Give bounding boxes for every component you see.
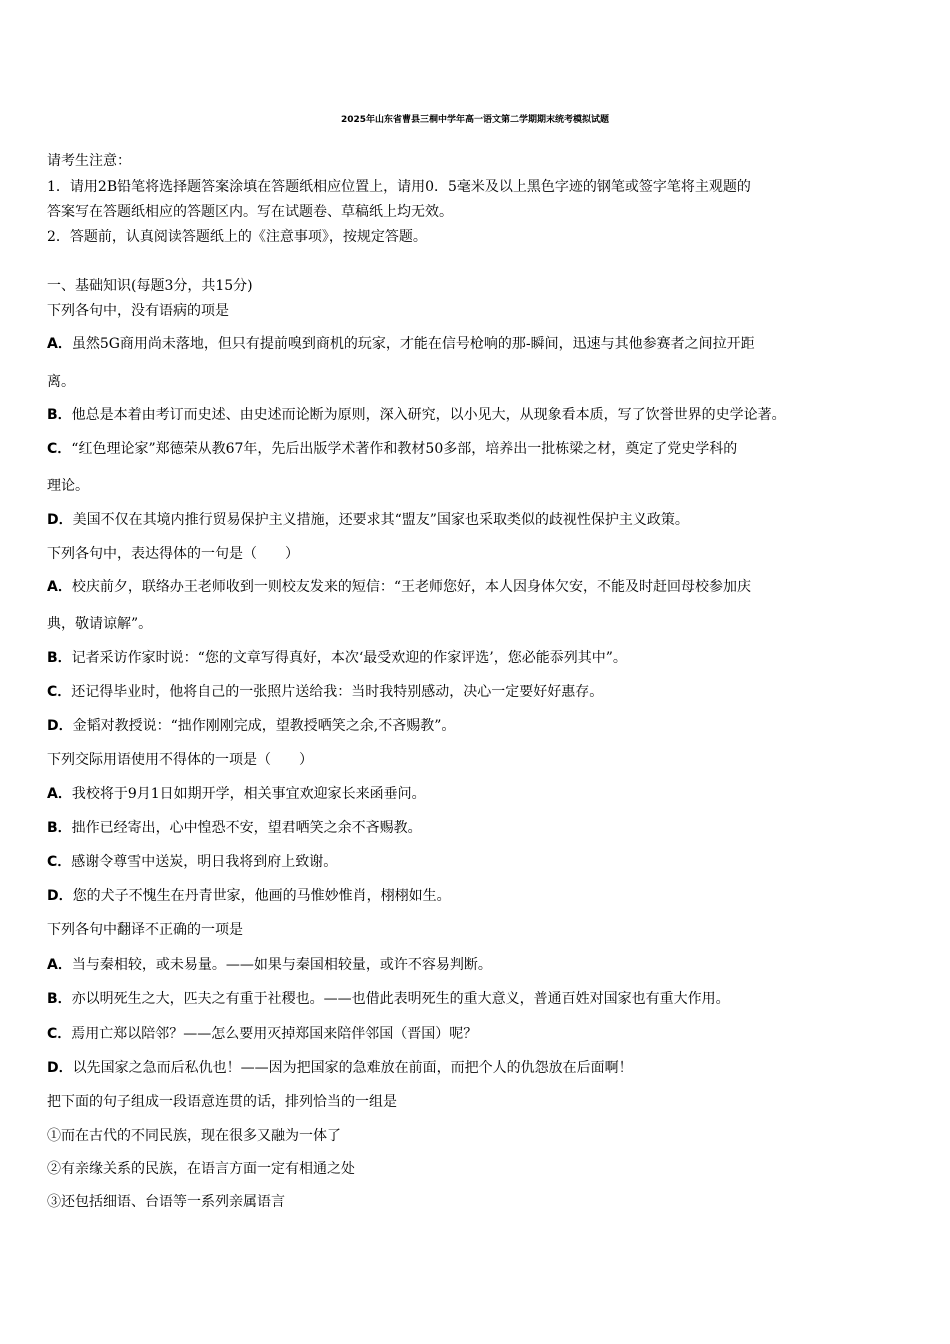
question-5-sentence-2: ②有亲缘关系的民族，在语言方面一定有相通之处 [47, 1161, 355, 1177]
option-text: 以先国家之急而后私仇也！——因为把国家的急难放在前面，而把个人的仇怨放在后面啊！ [72, 1060, 633, 1076]
question-1-option-a [47, 335, 755, 353]
question-1-option-b [47, 406, 786, 424]
page-title: 2025年山东省曹县三桐中学年高一语文第二学期期末统考模拟试题 [340, 115, 610, 125]
option-text: “红色理论家”郑德荣从教67年，先后出版学术著作和教材50多部，培养出一批栋梁之材，奠定了党史学科的 [71, 441, 738, 457]
question-3-stem: 下列交际用语使用不得体的一项是（ ） [47, 752, 313, 768]
option-label: A． [47, 579, 72, 595]
question-5-stem: 把下面的句子组成一段语意连贯的话，排列恰当的一组是 [47, 1094, 397, 1110]
option-text: 我校将于9月1日如期开学，相关事宜欢迎家长来函垂问。 [71, 786, 426, 802]
option-text: 亦以明死生之大，匹夫之有重于社稷也。——也借此表明死生的重大意义，普通百姓对国家也有重大作用。 [71, 991, 730, 1007]
notice-item-2: 2．答题前，认真阅读答题纸上的《注意事项》，按规定答题。 [47, 229, 427, 245]
question-4-stem: 下列各句中翻译不正确的一项是 [47, 922, 243, 938]
question-5-sentence-1: ①而在古代的不同民族，现在很多又融为一体了 [47, 1128, 341, 1144]
option-label: C． [47, 441, 72, 457]
question-3-option-c [47, 853, 337, 871]
question-4-option-a [47, 956, 492, 974]
question-2-option-a-cont: 典，敬请谅解”。 [47, 616, 153, 632]
option-text: 您的犬子不愧生在丹青世家，他画的马惟妙惟肖，栩栩如生。 [72, 888, 451, 904]
question-1-option-d [47, 511, 689, 529]
question-5-sentence-3: ③还包括细语、台语等一系列亲属语言 [47, 1194, 285, 1210]
option-label: B． [47, 650, 72, 666]
option-label: C． [47, 854, 72, 870]
question-2-option-b [47, 649, 627, 667]
question-3-option-d [47, 887, 451, 905]
question-2-stem: 下列各句中，表达得体的一句是（ ） [47, 546, 299, 562]
option-text: 当与秦相较，或未易量。——如果与秦国相较量，或许不容易判断。 [71, 957, 492, 973]
option-label: D． [47, 512, 73, 528]
option-text: 记者采访作家时说：“您的文章写得真好，本次‘最受欢迎的作家评选’，您必能忝列其中”。 [71, 650, 627, 666]
option-label: D． [47, 718, 73, 734]
option-text: 焉用亡郑以陪邻？——怎么要用灭掉郑国来陪伴邻国（晋国）呢？ [71, 1026, 478, 1042]
option-label: C． [47, 1026, 72, 1042]
notice-item-1-line-1: 1．请用2B铅笔将选择题答案涂填在答题纸相应位置上，请用0．5毫米及以上黑色字迹的钢笔或签字笔将主观题的 [47, 179, 751, 195]
option-text: 拙作已经寄出，心中惶恐不安，望君哂笑之余不吝赐教。 [71, 820, 422, 836]
option-label: C． [47, 684, 72, 700]
question-1-option-c-cont: 理论。 [47, 478, 89, 494]
option-label: D． [47, 1060, 73, 1076]
question-1-stem: 下列各句中，没有语病的项是 [47, 303, 229, 319]
option-text: 虽然5G商用尚未落地，但只有提前嗅到商机的玩家，才能在信号枪响的那-瞬间，迅速与其他参赛者之间拉开距 [71, 336, 755, 352]
option-label: B． [47, 407, 72, 423]
question-4-option-b [47, 990, 730, 1008]
option-label: B． [47, 991, 72, 1007]
notice-heading: 请考生注意： [47, 153, 131, 169]
question-1-option-a-cont: 离。 [47, 374, 75, 390]
question-4-option-d [47, 1059, 633, 1077]
option-text: 他总是本着由考订而史述、由史述而论断为原则，深入研究，以小见大，从现象看本质，写了饮誉世界的史学论著。 [71, 407, 786, 423]
option-label: B． [47, 820, 72, 836]
question-1-option-c [47, 440, 737, 458]
question-2-option-d [47, 717, 455, 735]
notice-item-1-line-2: 答案写在答题纸相应的答题区内。写在试题卷、草稿纸上均无效。 [47, 204, 453, 220]
option-label: A． [47, 336, 72, 352]
option-text: 感谢令尊雪中送炭，明日我将到府上致谢。 [71, 854, 338, 870]
question-3-option-a [47, 785, 426, 803]
option-label: A． [47, 957, 72, 973]
option-label: A． [47, 786, 72, 802]
question-4-option-c [47, 1025, 477, 1043]
option-text: 校庆前夕，联络办王老师收到一则校友发来的短信：“王老师您好，本人因身体欠安，不能及时赶回母校参加庆 [71, 579, 751, 595]
question-3-option-b [47, 819, 422, 837]
question-2-option-a [47, 578, 751, 596]
option-text: 美国不仅在其境内推行贸易保护主义措施，还要求其“盟友”国家也采取类似的歧视性保护主义政策。 [72, 512, 689, 528]
option-text: 还记得毕业时，他将自己的一张照片送给我：当时我特别感动，决心一定要好好惠存。 [71, 684, 604, 700]
option-label: D． [47, 888, 73, 904]
option-text: 金韬对教授说：“拙作刚刚完成，望教授哂笑之余,不吝赐教”。 [72, 718, 456, 734]
section-heading: 一、基础知识(每题3分，共15分) [47, 278, 253, 294]
question-2-option-c [47, 683, 603, 701]
